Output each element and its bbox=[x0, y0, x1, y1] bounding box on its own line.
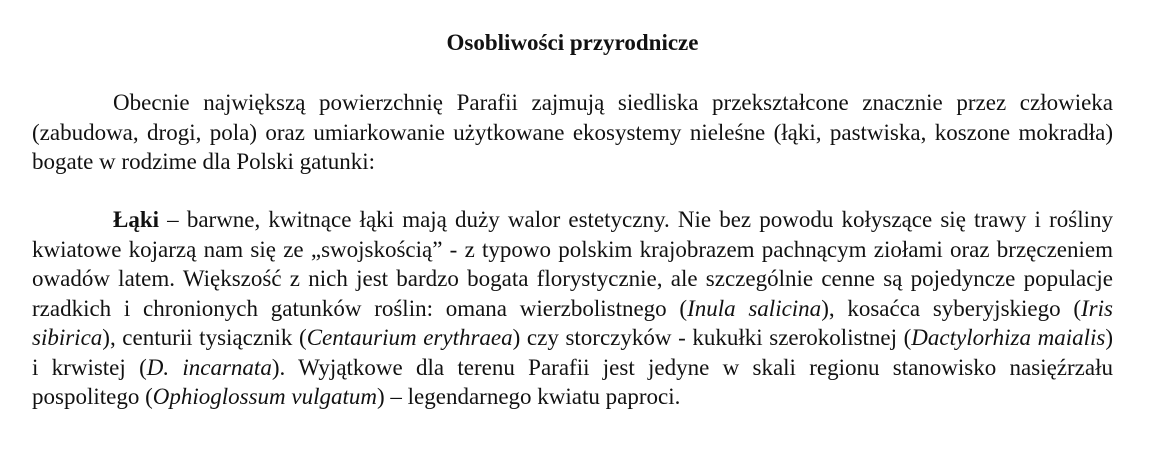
paragraph-text: ), centurii tysiącznik ( bbox=[102, 325, 307, 350]
species-name: Centaurium erythraea bbox=[306, 325, 513, 350]
paragraph-text: ). Wyjątkowe dla terenu Parafii jest jedyne w skali regionu stanowisko nasięźrzału pospolitego ( bbox=[32, 354, 1113, 409]
species-name: Dactylorhiza maialis bbox=[911, 325, 1106, 350]
document-page bbox=[32, 0, 1113, 474]
meadows-paragraph bbox=[32, 205, 1113, 412]
intro-paragraph: Obecnie największą powierzchnię Parafii zajmują siedliska przekształcone znacznie przez człowieka (zabudowa, drogi, pola) oraz umiarkowanie użytkowane ekosystemy nieleśne (łąki, pastwiska, koszone mokradła) bogate w rodzime dla Polski gatunki: bbox=[32, 90, 1113, 174]
paragraph-text: ) – legendarnego kwiatu paproci. bbox=[377, 384, 681, 409]
species-name: Ophioglossum vulgatum bbox=[152, 384, 377, 409]
species-name: D. incarnata bbox=[146, 354, 272, 380]
species-name: Iris sibirica bbox=[32, 295, 1113, 350]
meadows-heading: Łąki bbox=[113, 207, 160, 232]
document-title: Osobliwości przyrodnicze bbox=[446, 30, 699, 55]
paragraph-text: – barwne, kwitnące łąki mają duży walor estetyczny. Nie bez powodu kołyszące się trawy i rośliny kwiatowe kojarzą nam się ze „swojskością” - z typowo polskim krajobrazem pachnącym ziołami oraz brzęczeniem owadów latem. Większość z nich jest bardzo bogata florystycznie, ale szczególnie cenne są pojedyncze populacje rzadkich i chronionych gatunków roślin: omana wierzbolistnego ( bbox=[32, 207, 1113, 321]
paragraph-text: ) czy storczyków - kukułki szerokolistnej ( bbox=[512, 325, 912, 350]
paragraph-text: ), kosaćca syberyjskiego ( bbox=[821, 295, 1082, 321]
species-name: Inula salicina bbox=[687, 295, 822, 321]
paragraph-text: ) i krwistej ( bbox=[32, 325, 1114, 380]
